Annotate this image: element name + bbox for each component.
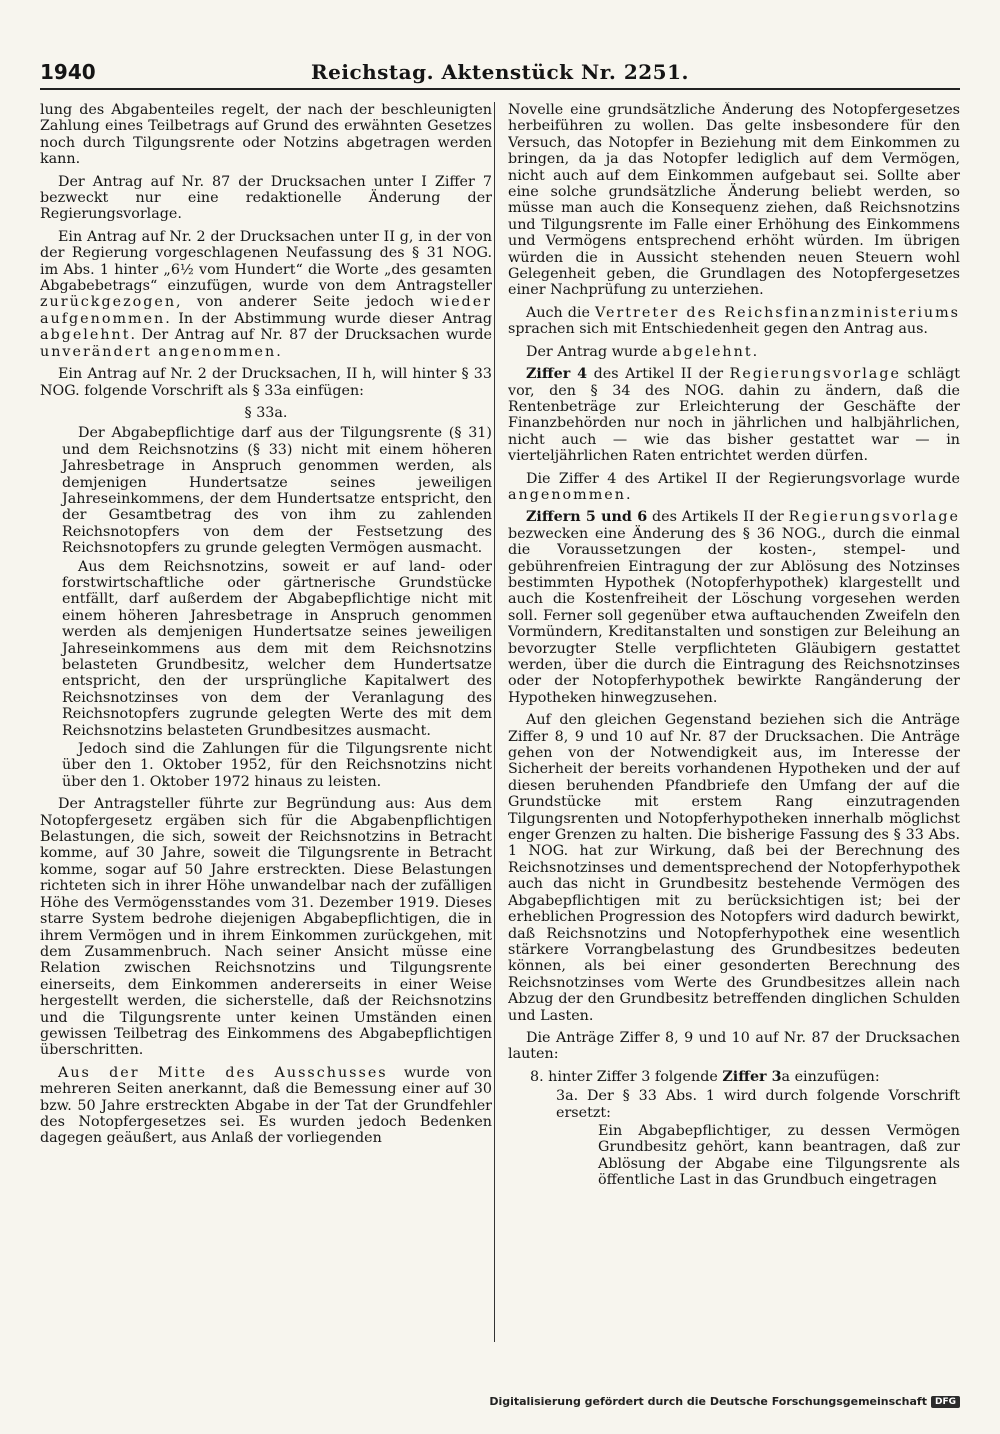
quote-paragraph: Jedoch sind die Zahlungen für die Tilgungsrente nicht über den 1. Oktober 1952, für den Reichsnotzins nicht über den 1. Oktober 1972 hinaus zu leisten. [62,741,492,790]
quote-paragraph: Der Abgabepflichtige darf aus der Tilgungsrente (§ 31) und dem Reichsnotzins (§ 33) nicht mit einem höheren Jahresbetrage in Anspruch genommen werden, als demjenigen Hundertsatze seines jeweiligen Jahreseinkommens, der dem Hundertsatze entspricht, den der Gesamtbetrag des von ihm zu zahlenden Reichsnotopfers von dem der Festsetzung des Reichsnotopfers zu grunde gelegten Vermögen ausmacht. [62,425,492,557]
paragraph: Ziffer 4 des Artikel II der Regierungsvorlage schlägt vor, den § 34 des NOG. dahin zu ändern, daß die Rentenbeträge zur Erleichterung der Geschäfte der Finanzbehörden nur noch in jährlichen und halbjährlichen, nicht auch — wie das bisher gestattet war — in vierteljährlichen Raten entrichtet werden dürfen. [508,366,960,465]
running-title: Reichstag. Aktenstück Nr. 2251. [311,60,689,84]
paragraph: lung des Abgabenteiles regelt, der nach der beschleunigten Zahlung eines Teilbetrags auf Grund des erwähnten Gesetzes noch durch Tilgungsrente oder Notzins abgetragen werden kann. [40,102,492,168]
paragraph: Ein Antrag auf Nr. 2 der Drucksachen unter II g, in der von der Regierung vorgeschlagenen Neufassung des § 31 NOG. im Abs. 1 hinter „6½ vom Hundert“ die Worte „des gesamten Abgabebetrags“ einzufügen, wurde von dem Antragsteller zurückgezogen, von anderer Seite jedoch wieder aufgenommen. In der Abstimmung wurde dieser Antrag abgelehnt. Der Antrag auf Nr. 87 der Drucksachen wurde unverändert angenommen. [40,228,492,360]
paragraph: Auf den gleichen Gegenstand beziehen sich die Anträge Ziffer 8, 9 und 10 auf Nr. 87 der Drucksachen. Die Anträge gehen von der Notwendigkeit aus, im Interesse der Sicherheit der bereits vorhandenen Hypotheken und der auf diesen beruhenden Pfandbriefe den Umfang der auf die Grundstücke mit erstem Rang einzutragenden Tilgungsrenten und Notopferhypotheken innerhalb möglichst enger Grenzen zu halten. Die bisherige Fassung des § 33 Abs. 1 NOG. hat zur Wirkung, daß bei der Berechnung des Reichsnotzinses und dementsprechend der Notopferhypothek auch das nicht in Grundbesitz bestehende Vermögen des Abgabepflichtigen mit zu berücksichtigen ist; bei der erheblichen Progression des Notopfers wird dadurch bewirkt, daß Reichsnotzins und Notopferhypothek eine wesentlich stärkere Vorrangbelastung des Grundbesitzes bedeuten können, als bei einer gesonderten Berechnung des Reichsnotzinses vom Werte des Grundbesitzes allein nach Abzug der den Grundbesitz betreffenden dinglichen Schulden und Lasten. [508,712,960,1024]
page-number: 1940 [40,60,96,84]
paragraph: Die Ziffer 4 des Artikel II der Regierungsvorlage wurde angenommen. [508,470,960,503]
list-item: 8. hinter Ziffer 3 folgende Ziffer 3a einzufügen: [530,1068,880,1085]
digitization-credit [489,1395,960,1408]
column-divider [494,102,495,1342]
left-column [40,102,492,1342]
paragraph: Der Antragsteller führte zur Begründung aus: Aus dem Notopfergesetz ergäben sich für die Abgabenpflichtigen Belastungen, die sich, soweit der Reichsnotzins in Betracht komme, auf 30 Jahre, soweit die Tilgungsrente in Betracht komme, sogar auf 50 Jahre erstreckten. Diese Belastungen richteten sich in ihrer Höhe unwandelbar nach der zufälligen Höhe des Vermögensstandes vom 31. Dezember 1919. Dieses starre System bedrohe diejenigen Abgabepflichtigen, die in ihrem Vermögen und in ihrem Einkommen zurückgehen, mit dem Zusammenbruch. Nach seiner Ansicht müsse eine Relation zwischen Reichsnotzins und Tilgungsrente einerseits, dem Einkommen andererseits in einer Weise hergestellt werden, die sicherstelle, daß der Reichsnotzins und die Tilgungsrente unter keinen Umständen einen gewissen Teilbetrag des Einkommens des Abgabepflichtigen überschritten. [40,796,492,1059]
quote-paragraph: Ein Abgabepflichtiger, zu dessen Vermögen Grundbesitz gehört, kann beantragen, daß zur Ablösung der Abgabe eine Tilgungsrente als öffentliche Last in das Grundbuch eingetragen [598,1122,960,1189]
paragraph: Aus der Mitte des Ausschusses wurde von mehreren Seiten anerkannt, daß die Bemessung einer auf 30 bzw. 50 Jahre erstreckten Abgabe in der Tat der Grundfehler des Notopfergesetzes sei. Es wurden jedoch Bedenken dagegen geäußert, aus Anlaß der vorliegenden [40,1064,492,1147]
paragraph: Ein Antrag auf Nr. 2 der Drucksachen, II h, will hinter § 33 NOG. folgende Vorschrift als § 33a einfügen: [40,366,492,399]
list-item: 3a. Der § 33 Abs. 1 wird durch folgende Vorschrift ersetzt: [556,1088,960,1121]
paragraph: Die Anträge Ziffer 8, 9 und 10 auf Nr. 87 der Drucksachen lauten: [508,1029,960,1063]
credit-text: Digitalisierung gefördert durch die Deutsche Forschungsgemeinschaft [489,1395,927,1408]
paragraph: Ziffern 5 und 6 des Artikels II der Regierungsvorlage bezwecken eine Änderung des § 36 NOG., durch die einmal die Voraussetzungen der kosten-, stempel- und gebührenfreien Eintragung der zur Ablösung des Notzinses bestimmten Hypothek (Notopferhypothek) klargestellt und auch die Kostenfreiheit der Löschung vorgesehen werden soll. Ferner soll gegenüber etwa auftauchenden Zweifeln den Vormündern, Kreditanstalten und sonstigen zur Beleihung an bevorzugter Stelle verpflichteten Gläubigern gestattet werden, über die durch die Eintragung des Reichsnotzinses oder der Notopferhypothek bewirkte Rangänderung der Hypotheken hinwegzusehen. [508,509,960,706]
paragraph: Der Antrag auf Nr. 87 der Drucksachen unter I Ziffer 7 bezweckt nur eine redaktionelle Änderung der Regierungsvorlage. [40,173,492,223]
quote-paragraph: Aus dem Reichsnotzins, soweit er auf land- oder forstwirtschaftliche oder gärtnerische Grundstücke entfällt, darf außerdem der Abgabepflichtige nicht mit einem höheren Jahresbetrage in Anspruch genommen werden als demjenigen Hundertsatze seines jeweiligen Jahreseinkommens aus dem mit dem Reichsnotzins belasteten Grundbesitz, welcher dem Hundertsatze entspricht, den der ursprüngliche Kapitalwert des Reichsnotzinses von dem der Veranlagung des Reichsnotopfers zugrunde gelegten Werte des mit dem Reichsnotzins belasteten Grundbesitzes ausmacht. [62,558,492,739]
paragraph: Auch die Vertreter des Reichsfinanzministeriums sprachen sich mit Entschiedenheit gegen den Antrag aus. [508,304,960,338]
section-heading: § 33a. [244,404,288,421]
dfg-logo-icon: DFG [931,1396,960,1408]
quoted-provision [62,425,492,790]
page-header [40,60,960,90]
paragraph: Novelle eine grundsätzliche Änderung des Notopfergesetzes herbeiführen zu wollen. Das gelte insbesondere für den Versuch, das Notopfer in Beziehung mit dem Einkommen zu bringen, da ja das Notopfer lediglich auf dem Vermögen, nicht auch auf dem Einkommen aufgebaut sei. Sollte aber eine solche grundsätzliche Änderung beliebt werden, so müsse man auch die Konsequenz ziehen, daß Reichsnotzins und Tilgungsrente im Falle einer Erhöhung des Einkommens und Vermögens entsprechend erhöht würden. Im übrigen würden die in Aussicht stehenden neuen Steuern wohl Gelegenheit geben, die Grundlagen des Notopfergesetzes einer Nachprüfung zu unterziehen. [508,102,960,299]
right-column [508,102,960,1342]
paragraph: Der Antrag wurde abgelehnt. [526,343,758,360]
